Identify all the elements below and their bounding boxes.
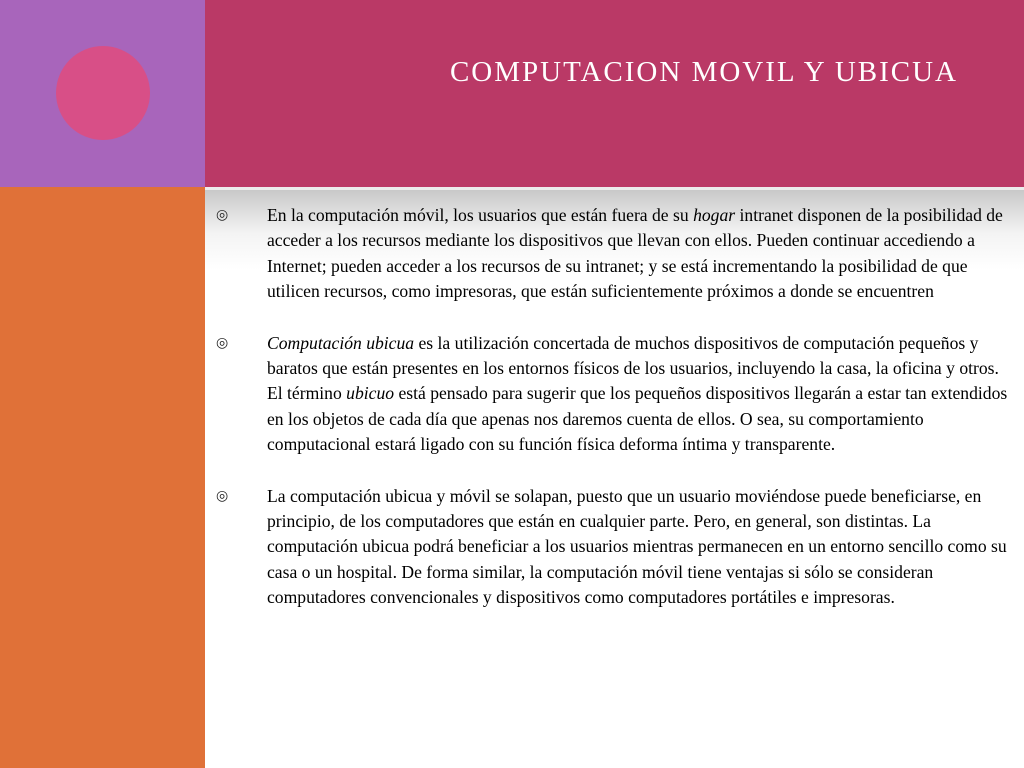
title-bar	[205, 0, 1024, 187]
bullet-item-overlap	[216, 484, 1014, 611]
bullet-text	[267, 203, 1014, 305]
bullet-item-ubiquitous	[216, 331, 1014, 458]
slide-content	[216, 203, 1014, 637]
bullet-text-segment: está pensado para sugerir que los pequeños dispositivos llegarán a estar tan extendidos en los objetos de cada día que apenas nos daremos cuenta de ellos. O sea, su comportamiento computacional estará ligado con su función física deforma íntima y transparente.	[267, 383, 1008, 455]
decorative-circle	[56, 46, 150, 140]
bullet-text-segment: intranet disponen de la posibilidad de acceder a los recursos mediante los dispositivos que llevan con ellos. Pueden continuar accediendo a Internet; pueden acceder a los recursos de su intranet; y se está incrementando la posibilidad de que utilicen recursos, como impresoras, que están suficientemente próximos a donde se encuentren	[267, 205, 1003, 302]
bullet-text-emphasis: hogar	[693, 205, 736, 225]
bullet-icon: ◎	[216, 335, 229, 351]
bullet-text-emphasis: ubicuo	[346, 383, 395, 404]
bullet-text	[267, 331, 1014, 458]
bullet-text-segment: En la computación móvil, los usuarios que están fuera de su	[267, 205, 694, 225]
side-bar	[0, 187, 205, 768]
bullet-icon: ◎	[216, 208, 229, 223]
bullet-text-emphasis: Computación ubicua	[267, 332, 415, 353]
bullet-icon: ◎	[216, 488, 229, 504]
bullet-text: La computación ubicua y móvil se solapan, puesto que un usuario moviéndose puede beneficiarse, en principio, de los computadores que están en cualquier parte. Pero, en general, son distintas. La computación ubicua podrá beneficiar a los usuarios mientras permanecen en un entorno sencillo como su casa o un hospital. De forma similar, la computación móvil tiene ventajas si sólo se consideran computadores convencionales y dispositivos como computadores portátiles e impresoras.	[267, 485, 1007, 608]
slide-title: COMPUTACION MOVIL Y UBICUA	[449, 56, 958, 88]
bullet-item-mobile	[216, 203, 1014, 305]
bullet-text-segment: es la utilización concertada de muchos dispositivos de computación pequeños y baratos que están presentes en los entornos físicos de los usuarios, incluyendo la casa, la oficina y otros. El término	[267, 332, 999, 404]
